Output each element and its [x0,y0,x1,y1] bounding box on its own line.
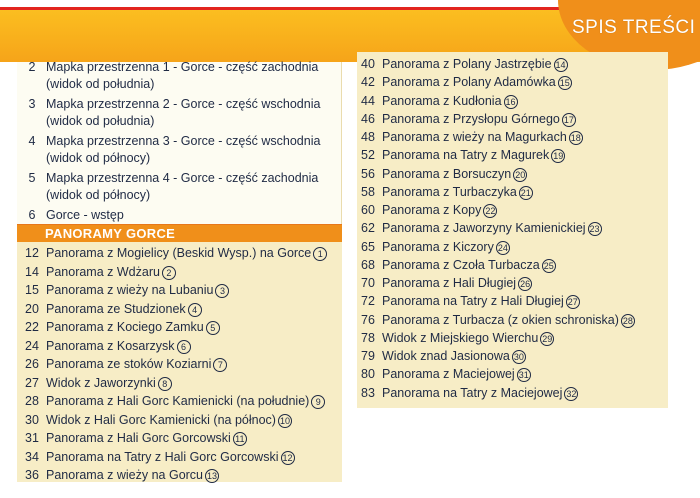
toc-entry-title-group [382,385,578,401]
toc-entry-title: Panorama z Przysłopu Górnego [382,111,560,126]
toc-entry-title-group [46,319,220,335]
toc-entry[interactable] [21,393,341,409]
toc-entry-title: Panorama z Hali Długiej [382,276,517,290]
toc-entry[interactable] [21,412,341,428]
panorama-number-badge: 8 [158,377,172,391]
toc-entry-title: Panorama z wieży na Lubaniu [46,283,214,297]
panorama-number-badge: 14 [555,60,566,70]
toc-entry-title-group [46,467,219,483]
toc-entry[interactable] [21,449,341,465]
toc-entry[interactable] [21,375,341,391]
toc-page-number: 48 [361,130,375,144]
toc-entry-title-group [46,449,295,465]
panorama-number-badge: 10 [279,415,290,426]
toc-entry-title: Panorama ze stoków Koziarni [46,357,212,371]
section-header [17,224,342,242]
toc-page-number: 68 [361,257,375,272]
toc-page-number: 58 [361,184,375,199]
toc-entry-title-group [382,348,526,364]
toc-entry-title: Panorama z Turbaczyka [382,184,517,199]
toc-entry-title: Panorama z Hali Gorc Gorcowski [46,431,231,445]
toc-entry-title: Mapka przestrzenna 3 - Gorce - część wschodnia [46,134,321,148]
toc-page-number: 72 [361,294,375,309]
toc-entry[interactable] [357,312,667,328]
toc-entry-title: Mapka przestrzenna 2 - Gorce - część wschodnia [46,97,321,111]
toc-entry-title-group [46,356,227,372]
toc-entry-title-group [46,245,327,261]
panorama-number-badge: 9 [311,395,325,409]
toc-entry-title-group [382,111,576,127]
toc-entry-title: Panorama na Tatry z Maciejowej [382,385,563,400]
toc-page-number: 52 [361,148,375,163]
toc-entry[interactable] [357,166,667,182]
panorama-number-badge: 27 [567,297,578,308]
toc-entry-title-group [382,312,635,328]
toc-entry[interactable] [357,220,667,236]
toc-entry-title-group [46,412,292,428]
toc-page-number: 56 [361,166,375,181]
toc-entry-subtitle: (widok od północy) [46,188,151,202]
toc-entry-title: Widok z Jaworzynki [46,375,156,390]
panorama-number-badge: 5 [206,321,220,335]
toc-entry-title: Panorama z Turbacza (z okien schroniska) [382,312,619,327]
toc-page-number: 6 [28,208,36,222]
toc-page-number: 28 [25,394,39,408]
toc-page-number: 5 [28,171,36,185]
toc-entry-title: Widok z Miejskiego Wierchu [382,330,539,345]
toc-entry-title: Gorce - wstęp [46,208,124,222]
toc-entry-title: Panorama na Tatry z Magurek [382,148,550,163]
toc-entry[interactable] [21,245,341,261]
toc-entry-title-group [382,184,533,200]
toc-page-number: 83 [361,385,375,400]
toc-page-number: 3 [28,97,36,111]
toc-entry[interactable] [21,282,341,298]
toc-entry-title-group [382,366,531,382]
toc-entry-title: Panorama z Kosarzysk [46,338,175,353]
toc-page-number: 34 [25,449,39,464]
toc-entry-title: Panorama z Wdżaru [46,264,160,279]
toc-entry[interactable] [357,275,667,291]
panorama-number-badge: 32 [566,388,577,399]
toc-entry[interactable] [21,170,341,204]
toc-entry[interactable] [357,239,667,255]
toc-page-number: 40 [361,57,375,71]
toc-entry[interactable] [357,202,667,218]
toc-entry[interactable] [357,348,667,364]
toc-entry-subtitle: (widok od południa) [46,114,155,128]
toc-page-number: 22 [25,320,39,334]
toc-entry-subtitle: (widok od południa) [46,77,155,91]
panorama-number-badge: 3 [215,284,229,298]
toc-entry-title-group [46,375,172,391]
panorama-number-badge: 17 [563,114,574,125]
toc-entry-title-group [46,282,229,298]
toc-entry[interactable] [357,74,667,90]
toc-entry-title: Widok z Hali Gorc Kamienicki (na północ) [46,412,276,427]
panorama-number-badge: 22 [485,206,496,216]
panorama-number-badge: 19 [553,151,564,162]
toc-entry-title-group [382,74,572,90]
toc-entry[interactable] [357,93,667,109]
toc-entry-title: Mapka przestrzenna 1 - Gorce - część zachodnia [46,60,319,74]
toc-entry-title-group [382,129,583,145]
toc-page-number: 31 [25,431,39,445]
toc-entry[interactable] [357,293,667,309]
toc-entry[interactable] [357,385,667,401]
toc-entry[interactable] [357,129,667,145]
toc-entry-title: Panorama z Kiczory [382,239,494,254]
panorama-number-badge: 18 [570,133,581,143]
toc-page-number: 4 [28,134,36,148]
toc-page-number: 79 [361,349,375,363]
toc-entry-title-group [46,430,247,446]
toc-entry-title: Panorama z Hali Gorc Kamienicki (na południe) [46,394,310,408]
toc-entry[interactable] [21,430,341,446]
toc-entry[interactable] [21,133,341,167]
toc-page-number: 70 [361,276,375,290]
toc-page-number: 24 [25,338,39,353]
panorama-number-badge: 11 [233,432,247,446]
toc-entry-title-group [382,257,556,273]
toc-entry[interactable] [357,330,667,346]
toc-entry-title: Panorama na Tatry z Hali Gorc Gorcowski [46,449,279,464]
toc-entry[interactable] [21,301,341,317]
toc-entry-title: Panorama z wieży na Gorcu [46,468,204,482]
toc-entry[interactable] [21,319,341,335]
toc-entry-title: Panorama z Polany Jastrzębie [382,57,552,71]
panorama-number-badge: 6 [177,340,191,354]
toc-entry-title: Panorama z Borsuczyn [382,166,512,181]
section-header-label: PANORAMY GORCE [45,226,176,241]
toc-entry-title: Panorama ze Studzionek [46,301,186,316]
panorama-number-badge: 16 [505,96,516,107]
toc-page-number: 80 [361,367,375,382]
toc-entry-title-group [382,293,580,309]
toc-entry[interactable] [357,111,667,127]
page-title: SPIS TREŚCI [572,17,696,38]
toc-page-number: 65 [361,239,375,254]
toc-page-number: 2 [28,60,36,74]
toc-entry[interactable] [21,338,341,354]
toc-entry[interactable] [21,467,341,483]
toc-entry[interactable] [357,366,667,382]
toc-entry[interactable] [21,59,341,93]
toc-entry[interactable] [357,257,667,273]
toc-entry-title-group [46,393,325,409]
panorama-number-badge: 23 [589,224,600,235]
toc-page-number: 36 [25,468,39,482]
panorama-number-badge: 24 [497,242,508,253]
toc-entry-title: Panorama z wieży na Magurkach [382,130,567,144]
toc-entry-title: Panorama z Mogielicy (Beskid Wysp.) na Gorce [46,246,312,260]
toc-page-number: 76 [361,312,375,327]
panorama-number-badge: 26 [520,279,531,289]
toc-entry-title-group [382,93,518,109]
panorama-number-badge: 30 [513,352,524,362]
toc-page-number: 46 [361,111,375,126]
panorama-number-badge: 2 [162,266,176,280]
panorama-number-badge: 20 [515,169,526,180]
panorama-number-badge: 7 [213,358,227,372]
toc-page-number: 42 [361,75,375,90]
toc-page-number: 78 [361,330,375,345]
panorama-number-badge: 15 [559,78,570,89]
toc-entry-title: Panorama z Kudłonia [382,93,502,108]
toc-entry-title-group [382,56,568,72]
toc-entry-title: Panorama z Czoła Turbacza [382,257,540,272]
toc-entry-title-group [382,220,602,236]
panorama-number-badge: 4 [188,303,202,317]
panorama-number-badge: 31 [518,370,529,381]
toc-entry-title-group [382,330,554,346]
toc-entry-title: Mapka przestrzenna 4 - Gorce - część zachodnia [46,171,319,185]
toc-entry-title-group [382,275,532,291]
toc-entry[interactable] [357,56,667,72]
panorama-number-badge: 29 [542,333,553,344]
toc-page-number: 14 [25,264,39,279]
panorama-number-badge: 1 [313,247,327,261]
toc-page-number: 44 [361,93,375,108]
toc-entry[interactable] [21,96,341,130]
toc-entry-title: Panorama na Tatry z Hali Długiej [382,294,564,309]
toc-entry-title-group [46,301,202,317]
panorama-number-badge: 28 [622,315,633,326]
toc-entry-title-group [382,166,527,182]
toc-entry-title-group [46,338,191,354]
panorama-number-badge: 25 [543,260,554,271]
toc-page-number: 12 [25,246,39,260]
toc-entry-title-group [382,147,565,163]
toc-entry-title: Panorama z Kociego Zamku [46,320,204,334]
toc-entry-title: Panorama z Kopy [382,203,482,217]
toc-page-number: 62 [361,221,375,236]
panorama-number-badge: 21 [520,187,531,198]
toc-entry-title: Widok znad Jasionowa [382,349,510,363]
toc-page-number: 26 [25,357,39,371]
toc-entry[interactable] [21,264,341,280]
toc-page-number: 20 [25,301,39,316]
panorama-number-badge: 13 [207,471,218,481]
toc-page-number: 15 [25,283,39,297]
toc-page-number: 27 [25,375,39,390]
toc-page-number: 60 [361,203,375,217]
toc-entry-title: Panorama z Jaworzyny Kamienickiej [382,221,586,236]
panorama-number-badge: 12 [282,452,293,463]
toc-entry-title: Panorama z Polany Adamówka [382,75,556,90]
toc-entry[interactable] [357,147,667,163]
toc-entry-title-group [46,264,176,280]
toc-entry-subtitle: (widok od północy) [46,151,151,165]
toc-entry-title-group [382,239,510,255]
toc-entry-title: Panorama z Maciejowej [382,367,515,382]
toc-entry[interactable] [357,184,667,200]
toc-entry[interactable] [21,207,341,223]
toc-entry[interactable] [21,356,341,372]
toc-entry-title-group [382,202,497,218]
toc-page-number: 30 [25,412,39,427]
